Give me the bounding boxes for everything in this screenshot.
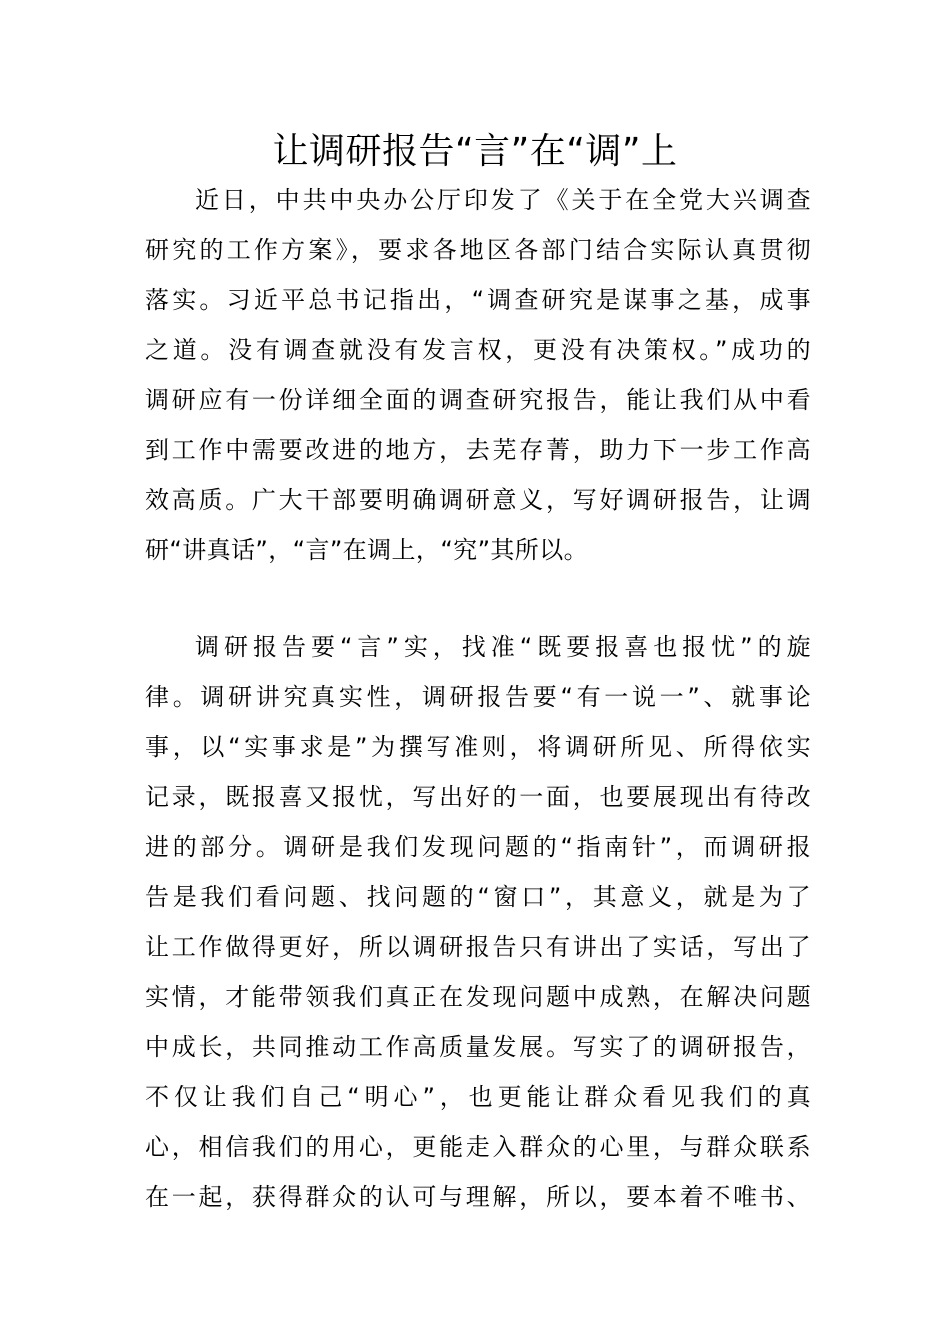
paragraph-line: 让工作做得更好，所以调研报告只有讲出了实话，写出了 — [145, 933, 811, 961]
paragraph-line: 调研应有一份详细全面的调查研究报告，能让我们从中看 — [145, 386, 811, 414]
paragraph-line: 心，相信我们的用心，更能走入群众的心里，与群众联系 — [145, 1133, 811, 1161]
document-title: 让调研报告“言”在“调”上 — [272, 131, 678, 172]
paragraph-line: 到工作中需要改进的地方，去芜存菁，助力下一步工作高 — [145, 436, 811, 464]
paragraph-line: 近日，中共中央办公厅印发了《关于在全党大兴调查 — [195, 186, 811, 214]
paragraph-line: 之道。没有调查就没有发言权，更没有决策权。”成功的 — [145, 336, 811, 364]
paragraph-line: 落实。习近平总书记指出，“调查研究是谋事之基，成事 — [145, 286, 811, 314]
paragraph-line: 调研报告要“言”实，找准“既要报喜也报忧”的旋 — [195, 633, 811, 661]
paragraph-line: 律。调研讲究真实性，调研报告要“有一说一”、就事论 — [145, 683, 811, 711]
paragraph-line: 记录，既报喜又报忧，写出好的一面，也要展现出有待改 — [145, 783, 811, 811]
paragraph-line: 告是我们看问题、找问题的“窗口”，其意义，就是为了 — [145, 883, 811, 911]
paragraph-line: 事，以“实事求是”为撰写准则，将调研所见、所得依实 — [145, 733, 811, 761]
paragraph-line: 效高质。广大干部要明确调研意义，写好调研报告，让调 — [145, 486, 811, 514]
paragraph-line: 在一起，获得群众的认可与理解，所以，要本着不唯书、 — [145, 1183, 811, 1211]
paragraph-line: 实情，才能带领我们真正在发现问题中成熟，在解决问题 — [145, 983, 811, 1011]
paragraph-line: 研究的工作方案》，要求各地区各部门结合实际认真贯彻 — [145, 236, 811, 264]
paragraph-line: 研“讲真话”，“言”在调上，“究”其所以。 — [145, 536, 589, 564]
paragraph-line: 进的部分。调研是我们发现问题的“指南针”，而调研报 — [145, 833, 811, 861]
paragraph-2 — [145, 622, 811, 1222]
paragraph-line: 中成长，共同推动工作高质量发展。写实了的调研报告， — [145, 1033, 811, 1061]
paragraph-1 — [145, 175, 811, 575]
paragraph-line: 不仅让我们自己“明心”，也更能让群众看见我们的真 — [145, 1083, 811, 1111]
